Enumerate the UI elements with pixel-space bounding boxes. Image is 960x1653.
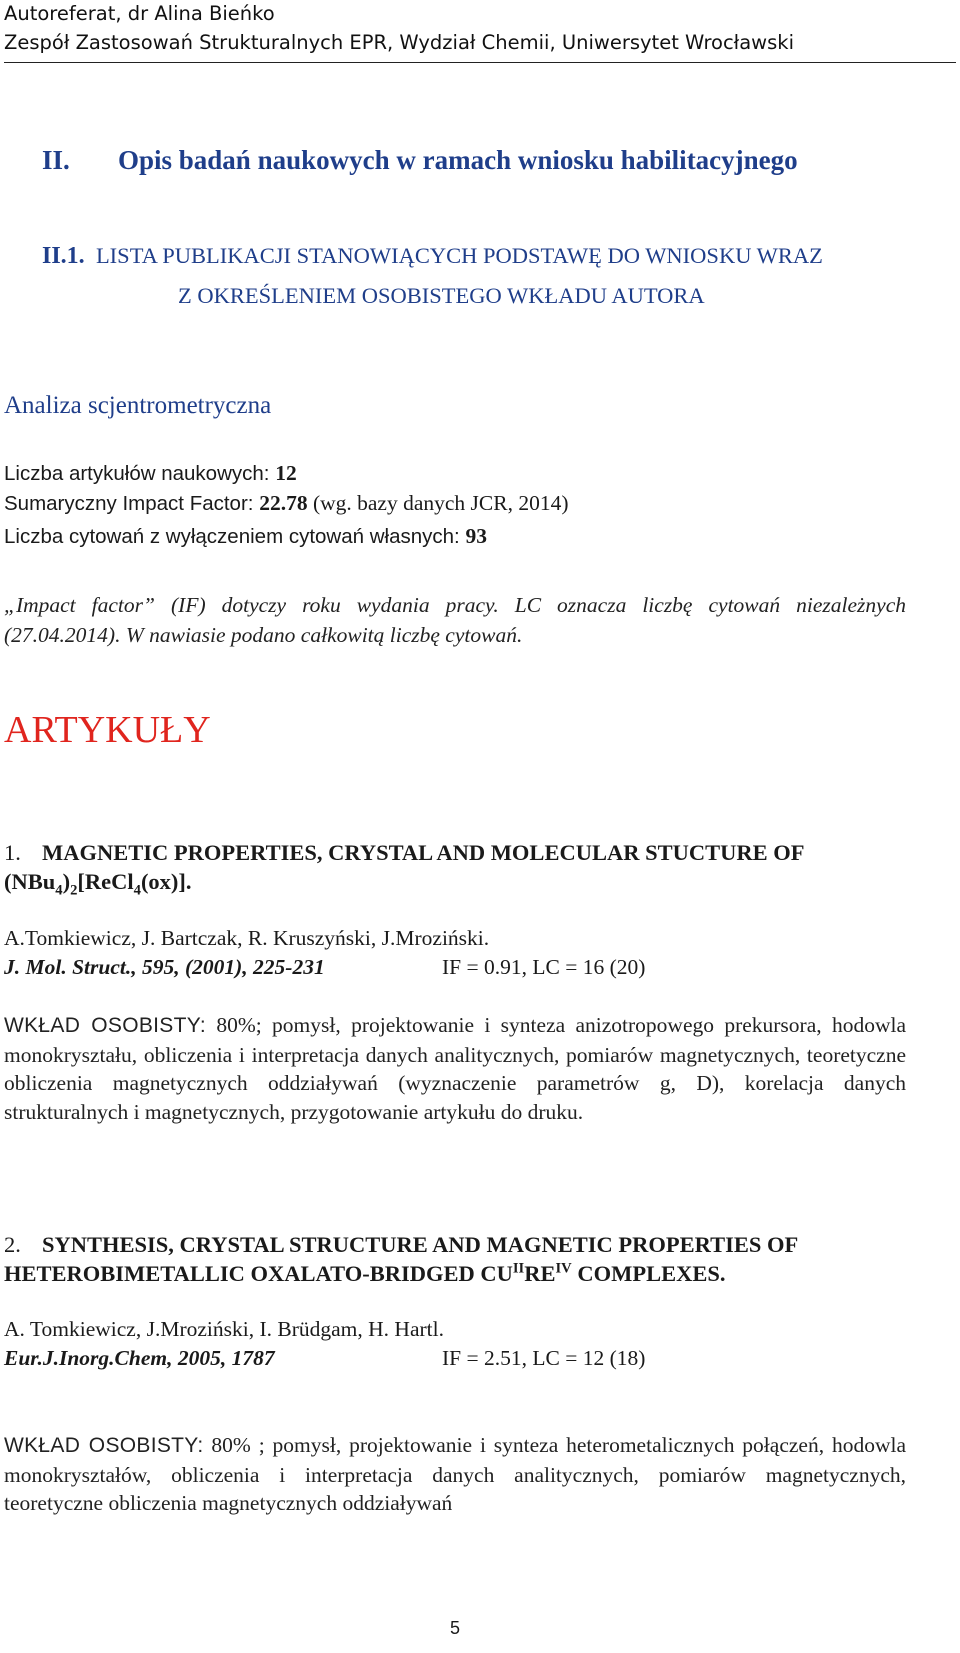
- article-number: 2.: [4, 1232, 21, 1257]
- contribution-label: WKŁAD OSOBISTY:: [4, 1434, 204, 1457]
- article-title-text: MAGNETIC PROPERTIES, CRYSTAL AND MOLECULAR STUCTURE OF (NBu: [4, 840, 804, 894]
- article-title-text: RE: [524, 1261, 556, 1286]
- stat-articles: [4, 461, 297, 486]
- article-1-citation: [4, 955, 645, 980]
- subsection-number: II.1.: [42, 243, 85, 269]
- section-title: Opis badań naukowych w ramach wniosku habilitacyjnego: [118, 145, 798, 175]
- superscript: II: [512, 1260, 525, 1277]
- stat-impact-factor: [4, 491, 569, 516]
- header-rule: [4, 62, 956, 63]
- article-title-text: ): [62, 869, 71, 894]
- section-number: II.: [42, 145, 70, 175]
- stat-citations-label: Liczba cytowań z wyłączeniem cytowań własnych:: [4, 525, 466, 548]
- running-header-affiliation: Zespół Zastosowań Strukturalnych EPR, Wydział Chemii, Uniwersytet Wrocławski: [4, 31, 794, 54]
- article-1-journal: J. Mol. Struct., 595, (2001), 225-231: [4, 955, 325, 979]
- stat-citations-value: 93: [465, 524, 487, 548]
- article-1-title: [4, 838, 906, 899]
- article-title-text: [ReCl: [77, 869, 134, 894]
- stat-if-note: (wg. bazy danych JCR, 2014): [307, 491, 569, 515]
- article-2-title: [4, 1230, 906, 1288]
- impact-factor-note: „Impact factor” (IF) dotyczy roku wydania pracy. LC oznacza liczbę cytowań niezależnych (27.04.2014). W nawiasie podano całkowitą liczbę cytowań.: [4, 593, 906, 647]
- article-title-text: COMPLEXES.: [571, 1261, 726, 1286]
- running-header-author: Autoreferat, dr Alina Bieńko: [4, 2, 275, 25]
- article-title-text: SYNTHESIS, CRYSTAL STRUCTURE AND MAGNETIC PROPERTIES OF HETEROBIMETALLIC OXALATO-BRIDGED CU: [4, 1232, 798, 1286]
- articles-heading: ARTYKUŁY: [4, 709, 211, 751]
- stat-if-label: Sumaryczny Impact Factor:: [4, 492, 260, 515]
- article-2-contribution: [4, 1431, 906, 1518]
- subscript: 4: [133, 882, 141, 899]
- page-number: 5: [449, 1618, 460, 1638]
- subscript: 4: [55, 882, 63, 899]
- article-number: 1.: [4, 840, 21, 865]
- article-2-metrics: IF = 2.51, LC = 12 (18): [442, 1346, 646, 1370]
- article-2-journal: Eur.J.Inorg.Chem, 2005, 1787: [4, 1346, 275, 1370]
- section-heading: [42, 145, 798, 176]
- article-1-contribution: [4, 1011, 906, 1126]
- contribution-text: 80%; pomysł, projektowanie i synteza anizotropowego prekursora, hodowla monokryształu, obliczenia i interpretacja danych analitycznych, pomiarów magnetycznych, teoretyczne obliczenia magnetycznych oddziaływań (wyznaczenie parametrów g, D), korelacja danych strukturalnych i magnetycznych, przygotowanie artykułu do druku.: [4, 1013, 906, 1124]
- stat-citations: [4, 524, 487, 549]
- stat-articles-label: Liczba artykułów naukowych:: [4, 462, 276, 485]
- article-1-metrics: IF = 0.91, LC = 16 (20): [442, 955, 646, 979]
- subsection-title-line1: LISTA PUBLIKACJI STANOWIĄCYCH PODSTAWĘ DO WNIOSKU WRAZ: [95, 243, 823, 268]
- article-2-authors: A. Tomkiewicz, J.Mroziński, I. Brüdgam, H. Hartl.: [4, 1317, 444, 1341]
- contribution-label: WKŁAD OSOBISTY:: [4, 1014, 207, 1037]
- article-2-citation: [4, 1346, 645, 1371]
- stat-if-value: 22.78: [259, 491, 308, 515]
- superscript: IV: [555, 1260, 572, 1277]
- subsection-heading: [42, 243, 823, 270]
- subscript: 2: [70, 882, 78, 899]
- article-title-text: (ox)].: [140, 869, 192, 894]
- article-1-authors: A.Tomkiewicz, J. Bartczak, R. Kruszyński, J.Mroziński.: [4, 926, 490, 950]
- analysis-heading: Analiza scjentrometryczna: [4, 392, 272, 419]
- subsection-title-line2: Z OKREŚLENIEM OSOBISTEGO WKŁADU AUTORA: [178, 283, 705, 308]
- stat-articles-value: 12: [275, 461, 297, 485]
- contribution-text: 80% ; pomysł, projektowanie i synteza heterometalicznych połączeń, hodowla monokryształów, obliczenia i interpretacja danych analitycznych, pomiarów magnetycznych, teoretyczne obliczenia magnetycznych oddziaływań: [4, 1433, 906, 1516]
